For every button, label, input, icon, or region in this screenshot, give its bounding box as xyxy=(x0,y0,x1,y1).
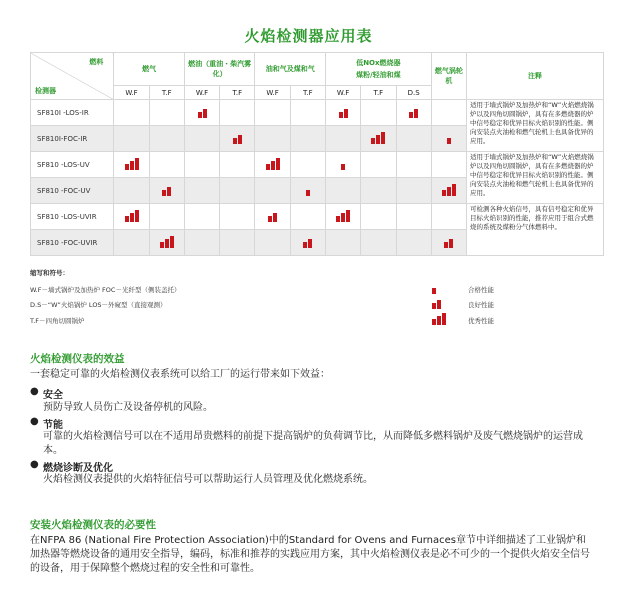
bullet-icon: ● xyxy=(30,416,39,427)
rating-bar xyxy=(336,216,340,222)
rating-label: 优秀性能 xyxy=(468,317,494,325)
sub-header: D.S xyxy=(396,86,431,100)
sub-header: W.F xyxy=(325,86,360,100)
rating-bar xyxy=(271,161,275,170)
rating-cell xyxy=(396,230,431,256)
rating-bars xyxy=(409,106,418,118)
rating-cell xyxy=(184,152,219,178)
rating-bars xyxy=(336,210,350,222)
sub-header: T.F xyxy=(361,86,396,100)
detector-model: SF810 -FOC-UVIR xyxy=(31,230,114,256)
rating-cell xyxy=(220,152,255,178)
rating-cell xyxy=(149,100,184,126)
rating-bar xyxy=(268,216,272,222)
rating-bar xyxy=(308,239,312,248)
rating-cell xyxy=(184,100,219,126)
necessity-paragraph: 在NFPA 86 (National Fire Protection Association)中的Standard for Ovens and Furnaces章节中详细描述了工业锅炉和加热器等燃烧设备的通用安全指导，编码，标准和推荐的实践应用方案，其中火焰检测仪表是必不可少的一个提供火焰安全信号的设备，用于保障整个燃烧过程的安全性和可靠性。 xyxy=(30,535,590,574)
legend-item: T.F－四角切圆锅炉 xyxy=(30,317,85,325)
notes-header: 注释 xyxy=(467,53,604,100)
rating-bar xyxy=(198,112,202,118)
rating-bar xyxy=(167,187,171,196)
bullet-title: 节能 xyxy=(43,420,63,431)
rating-bars xyxy=(444,236,453,248)
bullet-body: 预防导致人员伤亡及设备停机的风险。 xyxy=(43,402,213,413)
rating-legend-2 xyxy=(432,297,494,309)
legend-heading: 缩写和符号： xyxy=(30,269,69,277)
detector-model: SF810I -LOS-IR xyxy=(31,100,114,126)
note-cell: 适用于墙式锅炉及加热炉和“W”火焰燃烧锅炉以及四角切圆锅炉，具有在多燃烧器的炉中信号稳定和优异目标火焰识别的性能。侧向安装点火油枪和燃气轮机上也具备优异的应用。 xyxy=(467,100,604,152)
rating-bar xyxy=(447,187,451,196)
benefits-intro: 一套稳定可靠的火焰检测仪表系统可以给工厂的运行带来如下效益： xyxy=(30,369,330,380)
rating-cell xyxy=(325,178,360,204)
rating-cell xyxy=(114,204,149,230)
rating-cell xyxy=(255,152,290,178)
rating-bar xyxy=(170,236,174,248)
sub-header: T.F xyxy=(149,86,184,100)
rating-bar xyxy=(162,190,166,196)
rating-cell xyxy=(325,100,360,126)
rating-bars xyxy=(162,184,171,196)
rating-bars xyxy=(268,210,277,222)
rating-bars xyxy=(447,132,451,144)
bullet-title: 安全 xyxy=(43,390,63,401)
rating-bar xyxy=(376,135,380,144)
rating-bar xyxy=(452,184,456,196)
rating-cell xyxy=(290,204,325,230)
rating-cell xyxy=(431,126,466,152)
rating-cell xyxy=(255,100,290,126)
rating-legend-1 xyxy=(432,282,494,294)
rating-cell xyxy=(361,178,396,204)
rating-bar xyxy=(432,319,436,325)
rating-bar xyxy=(135,158,139,170)
rating-cell xyxy=(431,152,466,178)
fuel-header-oil: 燃油（重油・柴汽雾化） xyxy=(184,53,255,86)
fuel-header-lownox: 低NOx燃烧器 煤粉/轻油和煤 xyxy=(325,53,431,86)
rating-bar xyxy=(447,138,451,144)
rating-bar xyxy=(303,242,307,248)
bullet-icon: ● xyxy=(30,459,39,470)
rating-cell xyxy=(361,230,396,256)
table-row xyxy=(31,204,604,230)
sub-header: W.F xyxy=(184,86,219,100)
rating-legend-3 xyxy=(432,313,494,325)
rating-bar xyxy=(449,239,453,248)
rating-bar xyxy=(233,138,237,144)
rating-bar xyxy=(437,316,441,325)
rating-cell xyxy=(114,230,149,256)
rating-bar xyxy=(409,112,413,118)
rating-cell xyxy=(361,100,396,126)
rating-cell xyxy=(220,100,255,126)
rating-cell xyxy=(220,126,255,152)
rating-bars xyxy=(306,184,310,196)
rating-bars xyxy=(303,236,312,248)
rating-cell xyxy=(361,126,396,152)
rating-cell xyxy=(396,178,431,204)
rating-cell xyxy=(290,178,325,204)
rating-cell xyxy=(114,126,149,152)
rating-cell xyxy=(184,178,219,204)
rating-cell xyxy=(396,204,431,230)
table-corner xyxy=(31,53,114,100)
rating-bar xyxy=(125,164,129,170)
sub-header: W.F xyxy=(255,86,290,100)
rating-bar xyxy=(130,213,134,222)
rating-cell xyxy=(149,230,184,256)
rating-label: 良好性能 xyxy=(468,301,494,309)
rating-bar xyxy=(276,158,280,170)
bullet-title: 燃烧诊断及优化 xyxy=(43,463,113,474)
rating-cell xyxy=(431,100,466,126)
fuel-header-mixed: 油和气及煤和气 xyxy=(255,53,326,86)
rating-cell xyxy=(255,230,290,256)
rating-cell xyxy=(290,152,325,178)
rating-bar xyxy=(125,216,129,222)
rating-bars xyxy=(432,313,450,325)
rating-cell xyxy=(114,100,149,126)
rating-bar xyxy=(341,164,345,170)
rating-bar xyxy=(165,239,169,248)
table-row xyxy=(31,100,604,126)
rating-bars xyxy=(125,158,139,170)
rating-bars xyxy=(266,158,280,170)
rating-cell xyxy=(220,204,255,230)
sub-header: W.F xyxy=(114,86,149,100)
rating-cell xyxy=(325,230,360,256)
rating-cell xyxy=(431,204,466,230)
rating-cell xyxy=(396,100,431,126)
sub-header: T.F xyxy=(290,86,325,100)
rating-cell xyxy=(361,152,396,178)
rating-bar xyxy=(381,132,385,144)
section-heading-necessity: 安装火焰检测仪表的必要性 xyxy=(30,519,156,531)
rating-cell xyxy=(149,204,184,230)
legend-item: W.F－墙式锅炉及加热炉 FOC－光纤型（侧装盖托） xyxy=(30,286,181,294)
rating-bar xyxy=(442,190,446,196)
rating-cell xyxy=(325,126,360,152)
rating-bar xyxy=(437,300,441,309)
rating-bars xyxy=(233,132,242,144)
application-table xyxy=(30,52,604,256)
rating-cell xyxy=(325,152,360,178)
rating-cell xyxy=(149,152,184,178)
rating-bar xyxy=(160,242,164,248)
corner-detector-label: 检测器 xyxy=(35,87,56,95)
table-row xyxy=(31,152,604,178)
rating-bar xyxy=(371,138,375,144)
fuel-header-turbine: 燃气涡轮机 xyxy=(431,53,466,100)
rating-cell xyxy=(325,204,360,230)
corner-fuel-label: 燃料 xyxy=(89,58,104,66)
rating-cell xyxy=(361,204,396,230)
bullet-body: 可靠的火焰检测信号可以在不适用昂贵燃料的前提下提高锅炉的负荷调节比，从而降低多燃料锅炉及废气燃烧锅炉的运营成本。 xyxy=(43,431,583,456)
bullet-body: 火焰检测仪表提供的火焰特征信号可以帮助运行人员管理及优化燃烧系统。 xyxy=(43,474,373,485)
page-title: 火焰检测器应用表 xyxy=(244,27,373,45)
rating-cell xyxy=(396,126,431,152)
rating-cell xyxy=(149,178,184,204)
rating-bar xyxy=(341,213,345,222)
detector-model: SF810 -LOS-UV xyxy=(31,152,114,178)
section-heading-benefits: 火焰检测仪表的效益 xyxy=(30,353,125,365)
rating-bar xyxy=(203,109,207,118)
sub-header: T.F xyxy=(220,86,255,100)
rating-bar xyxy=(130,161,134,170)
rating-bars xyxy=(341,158,345,170)
rating-cell xyxy=(255,204,290,230)
rating-bar xyxy=(306,190,310,196)
rating-cell xyxy=(290,126,325,152)
rating-cell xyxy=(184,126,219,152)
rating-bar xyxy=(442,313,446,325)
rating-cell xyxy=(114,178,149,204)
rating-bar xyxy=(273,213,277,222)
rating-cell xyxy=(290,100,325,126)
rating-cell xyxy=(114,152,149,178)
rating-cell xyxy=(396,152,431,178)
rating-bars xyxy=(125,210,139,222)
rating-bar xyxy=(135,210,139,222)
rating-bars xyxy=(371,132,385,144)
rating-bar xyxy=(266,164,270,170)
rating-cell xyxy=(290,230,325,256)
rating-cell xyxy=(184,230,219,256)
rating-bars xyxy=(160,236,174,248)
rating-bars xyxy=(432,282,450,294)
note-cell: 可检测各种火焰信号，具有信号稳定和优异目标火焰识别的性能，推荐应用于组合式燃烧的系统及煤粉分气体燃料中。 xyxy=(467,204,604,256)
rating-bar xyxy=(346,210,350,222)
rating-bar xyxy=(432,288,436,294)
rating-cell xyxy=(220,230,255,256)
rating-bar xyxy=(238,135,242,144)
rating-label: 合格性能 xyxy=(468,286,494,294)
rating-bars xyxy=(339,106,348,118)
fuel-header-gas: 燃气 xyxy=(114,53,185,86)
rating-cell xyxy=(220,178,255,204)
bullet-icon: ● xyxy=(30,386,39,397)
legend-item: D.S－“W”火焰锅炉 LOS－外窥型（直接观测） xyxy=(30,301,167,309)
rating-bar xyxy=(339,112,343,118)
rating-bar xyxy=(344,109,348,118)
rating-bar xyxy=(414,109,418,118)
rating-bars xyxy=(432,297,450,309)
rating-cell xyxy=(255,126,290,152)
rating-cell xyxy=(431,230,466,256)
rating-bar xyxy=(444,242,448,248)
rating-bars xyxy=(442,184,456,196)
detector-model: SF810 -LOS-UVIR xyxy=(31,204,114,230)
rating-cell xyxy=(149,126,184,152)
rating-bar xyxy=(432,303,436,309)
rating-cell xyxy=(255,178,290,204)
rating-cell xyxy=(431,178,466,204)
detector-model: SF810I-FOC-IR xyxy=(31,126,114,152)
rating-cell xyxy=(184,204,219,230)
rating-bars xyxy=(198,106,207,118)
note-cell: 适用于墙式锅炉及加热炉和“W”火焰燃烧锅炉以及四角切圆锅炉，具有在多燃烧器的炉中信号稳定和优异目标火焰识别的性能。侧向安装点火油枪和燃气轮机上也具备优异的应用。 xyxy=(467,152,604,204)
detector-model: SF810 -FOC-UV xyxy=(31,178,114,204)
